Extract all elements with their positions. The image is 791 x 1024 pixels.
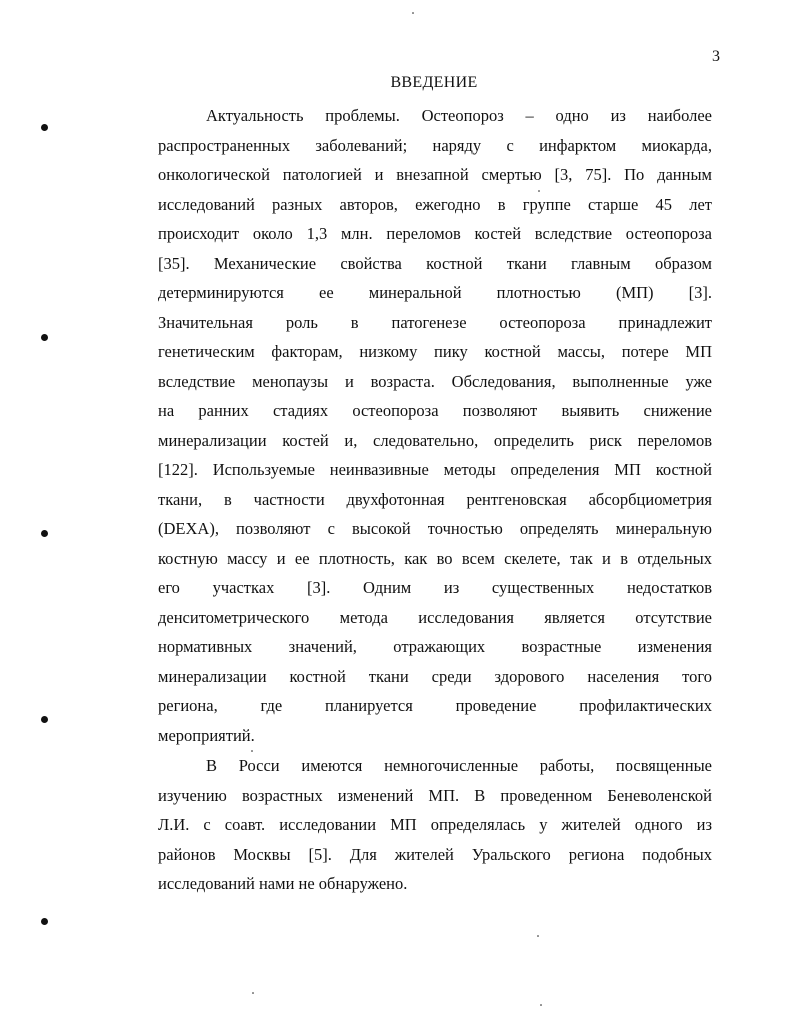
scan-speck bbox=[540, 1004, 542, 1006]
text-line: генетическим факторам, низкому пику костной массы, потере МП bbox=[158, 342, 712, 361]
text-line: нормативных значений, отражающих возрастные изменения bbox=[158, 637, 712, 656]
text-line: его участках [3]. Одним из существенных недостатков bbox=[158, 578, 712, 597]
text-line: происходит около 1,3 млн. переломов костей вследствие остеопороза bbox=[158, 224, 712, 243]
text-line: на ранних стадиях остеопороза позволяют выявить снижение bbox=[158, 401, 712, 420]
scan-speck bbox=[538, 190, 540, 192]
margin-bullet-mark bbox=[41, 124, 48, 131]
text-line: денситометрического метода исследования является отсутствие bbox=[158, 607, 712, 627]
text-line: изучению возрастных изменений МП. В проведенном Беневоленской bbox=[158, 785, 712, 805]
scan-speck bbox=[537, 935, 539, 937]
scan-speck bbox=[252, 992, 254, 994]
text-line: районов Москвы [5]. Для жителей Уральского региона подобных bbox=[158, 844, 712, 864]
text-line: исследований разных авторов, ежегодно в группе старше 45 лет bbox=[158, 194, 712, 214]
text-line: детерминируются ее минеральной плотностью (МП) [3]. bbox=[158, 283, 712, 302]
text-line: онкологической патологией и внезапной смертью [3, 75]. По данным bbox=[158, 165, 712, 184]
text-line: Актуальность проблемы. Остеопороз – одно из наиболее bbox=[206, 106, 712, 125]
text-line: [122]. Используемые неинвазивные методы определения МП костной bbox=[158, 460, 712, 479]
margin-bullet-mark bbox=[41, 530, 48, 537]
text-line: региона, где планируется проведение профилактических bbox=[158, 696, 712, 715]
text-line: минерализации костей и, следовательно, определить риск переломов bbox=[158, 430, 712, 450]
margin-bullet-mark bbox=[41, 334, 48, 341]
text-line: минерализации костной ткани среди здорового населения того bbox=[158, 666, 712, 686]
margin-bullet-mark bbox=[41, 918, 48, 925]
page-heading: ВВЕДЕНИЕ bbox=[390, 74, 478, 91]
paragraph-2 bbox=[158, 751, 712, 899]
text-line: ткани, в частности двухфотонная рентгеновская абсорбциометрия bbox=[158, 489, 712, 509]
paragraph-1 bbox=[158, 101, 712, 750]
scan-speck bbox=[251, 750, 253, 752]
text-line: распространенных заболеваний; наряду с инфарктом миокарда, bbox=[158, 135, 712, 155]
text-line: исследований нами не обнаружено. bbox=[158, 874, 408, 893]
text-line: вследствие менопаузы и возраста. Обследования, выполненные уже bbox=[158, 371, 712, 391]
text-line: В Росси имеются немногочисленные работы, посвященные bbox=[206, 756, 712, 775]
text-line: [35]. Механические свойства костной ткани главным образом bbox=[158, 253, 712, 273]
text-line: Значительная роль в патогенезе остеопороза принадлежит bbox=[158, 312, 712, 332]
page-number: 3 bbox=[712, 48, 720, 65]
text-line: (DEXA), позволяют с высокой точностью определять минеральную bbox=[158, 519, 712, 538]
text-line: мероприятий. bbox=[158, 725, 255, 745]
text-line: Л.И. с соавт. исследовании МП определялась у жителей одного из bbox=[158, 815, 712, 834]
margin-bullet-mark bbox=[41, 716, 48, 723]
text-line: костную массу и ее плотность, как во всем скелете, так и в отдельных bbox=[158, 548, 712, 568]
scan-speck bbox=[412, 12, 414, 14]
